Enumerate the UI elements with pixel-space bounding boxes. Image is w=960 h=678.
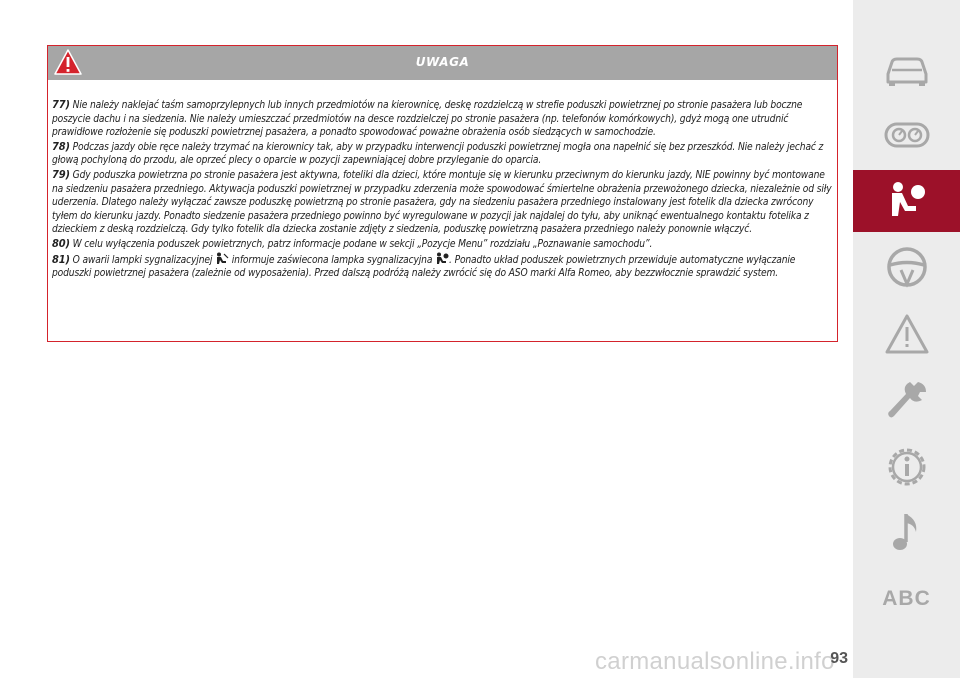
paragraph-text: Gdy poduszka powietrzna po stronie pasażera jest aktywna, foteliki dla dzieci, które montuje się w kierunku przeciwnym do kierunku jazdy, NIE powinny być montowane na siedzeniu pasażera przedniego. Aktywacja poduszki powietrznej w przypadku zderzenia może spowodować śmiertelne obrażenia przewożonego dziecka, niezależnie od siły uderzenia. Dlatego należy wyłączać zawsze poduszkę powietrzną po stronie pasażera, gdy na siedzeniu pasażera przedniego instalowany jest fotelik dla dziecka zwrócony tyłem do kierunku jazdy. Ponadto siedzenie pasażera przedniego powinno być wyregulowane w pozycji jak najdalej do tyłu, aby uniknąć ewentualnego kontaktu fotelika z dzieckiem z deską rozdzielczą. Gdy tylko fotelik dla dziecka zostanie zdjęty z siedzenia, poduszkę powietrzną pasażera przedniego należy ponownie włączyć. (52, 169, 832, 236)
paragraph-78 (52, 140, 834, 168)
warning-triangle-icon[interactable] (853, 304, 960, 366)
paragraph-text: Podczas jazdy obie ręce należy trzymać na kierownicy tak, aby w przypadku interwencji poduszki powietrznej mogła ona napełnić się bez przeszkód. Nie należy jechać z głową pochyloną do przodu, ale oprzeć plecy o oparcie w pozycji zapewniającej dobre przyleganie do oparcia. (52, 141, 824, 167)
paragraph-text: Nie należy naklejać taśm samoprzylepnych lub innych przedmiotów na kierownicę, deskę rozdzielczą w strefie poduszki powietrznej po stronie pasażera lub boczne poszycie dachu i na siedzenia. Nie należy umieszczać przedmiotów na desce rozdzielczej po stronie pasażera (np. telefonów komórkowych), gdyż mogą one utrudnić prawidłowe rozłożenie się poduszki powietrznej pasażera, a ponadto spowodować poważne obrażenia osób siedzących w samochodzie. (52, 100, 803, 139)
paragraph-number: 81) (52, 252, 70, 266)
paragraph-text: . Ponadto układ poduszek powietrznych przewiduje automatyczne wyłączanie poduszki powietrznej pasażera (zależnie od wyposażenia). Przed dalszą podróżą należy zwrócić się do ASO marki Alfa Romeo, aby bezzwłocznie sprawdzić system. (52, 254, 796, 280)
abc-index-button[interactable] (853, 568, 960, 630)
airbag-person-icon[interactable] (853, 170, 960, 232)
paragraph-77 (52, 98, 834, 140)
paragraph-text: informuje zaświecona lampka sygnalizacyjna (231, 254, 433, 266)
paragraph-number: 80) (52, 236, 70, 250)
wrench-icon[interactable] (853, 370, 960, 432)
abc-label: ABC (882, 587, 931, 610)
paragraph-text: O awarii lampki sygnalizacyjnej (72, 254, 213, 266)
sidebar (853, 0, 960, 678)
watermark: carmanualsonline.info (595, 648, 835, 675)
paragraph-number: 77) (52, 98, 70, 111)
paragraph-80 (52, 237, 834, 252)
steering-wheel-icon[interactable] (853, 236, 960, 298)
car-icon[interactable] (853, 38, 960, 100)
paragraph-81 (52, 252, 834, 281)
airbag-failure-icon (215, 252, 229, 265)
paragraph-number: 79) (52, 167, 70, 181)
warning-box (47, 45, 838, 342)
paragraph-text: W celu wyłączenia poduszek powietrznych, patrz informacje podane w sekcji „Pozycje Menu” rozdziału „Poznawanie samochodu”. (72, 238, 653, 250)
warning-title: UWAGA (415, 55, 470, 69)
warning-header (48, 46, 837, 80)
gauges-icon[interactable] (853, 104, 960, 166)
airbag-warning-icon (435, 252, 449, 265)
paragraph-79 (52, 168, 834, 237)
paragraph-number: 78) (52, 139, 70, 153)
warning-body (52, 98, 834, 281)
music-note-icon[interactable] (853, 502, 960, 564)
page-number: 93 (830, 650, 848, 667)
info-gear-icon[interactable] (853, 436, 960, 498)
